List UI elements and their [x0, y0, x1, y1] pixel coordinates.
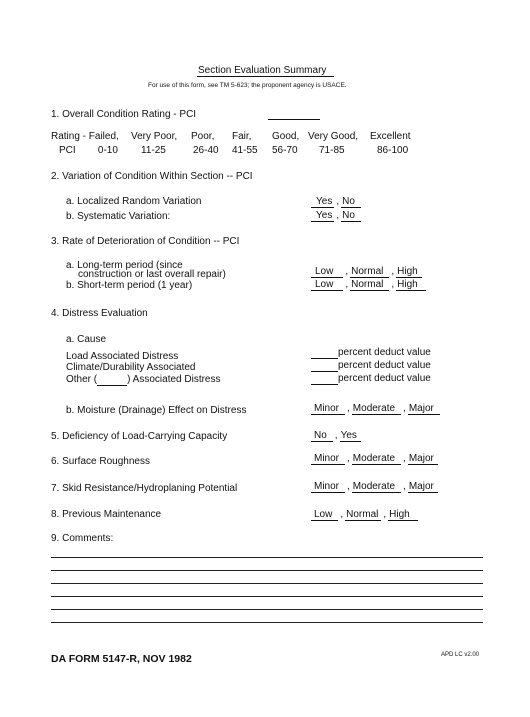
s2b-label: b. Systematic Variation:: [66, 211, 171, 222]
s3a-normal-option[interactable]: Normal: [350, 266, 389, 278]
s5-no-option[interactable]: No: [311, 430, 333, 442]
s3b-normal-option[interactable]: Normal: [350, 279, 389, 291]
s2b-no-option[interactable]: No: [341, 210, 361, 222]
load-deduct-row: percent deduct value: [311, 347, 431, 359]
s4b-label: b. Moisture (Drainage) Effect on Distress: [66, 405, 247, 416]
s5-yes-option[interactable]: Yes: [340, 430, 361, 442]
s8-options[interactable]: Low , Normal , High: [311, 509, 418, 520]
s7-major-option[interactable]: Major: [408, 481, 438, 493]
rating-col-excellent: Excellent: [370, 131, 411, 142]
s5-label: 5. Deficiency of Load-Carrying Capacity: [51, 431, 228, 442]
s3a-high-option[interactable]: High: [396, 266, 422, 278]
s7-options[interactable]: Minor , Moderate , Major: [311, 481, 438, 492]
load-distress-label: Load Associated Distress: [66, 351, 179, 362]
rating-col-poor: Poor,: [191, 131, 215, 142]
comment-line-6[interactable]: [51, 622, 483, 623]
rating-range-fair: 41-55: [232, 145, 258, 156]
s8-high-option[interactable]: High: [388, 509, 418, 521]
climate-deduct-field[interactable]: [311, 360, 338, 372]
s3a-label-line2: construction or last overall repair): [78, 269, 226, 280]
s8-low-option[interactable]: Low: [311, 509, 338, 521]
rating-range-poor: 26-40: [193, 145, 219, 156]
comment-line-1[interactable]: [51, 557, 483, 558]
pci-rating-field[interactable]: [268, 119, 320, 120]
s3b-high-option[interactable]: High: [396, 279, 426, 291]
s3a-low-option[interactable]: Low: [311, 266, 343, 278]
comment-line-5[interactable]: [51, 609, 483, 610]
s6-moderate-option[interactable]: Moderate: [352, 453, 401, 465]
s3a-label-line1: a. Long-term period (since: [66, 260, 183, 271]
other-cause-field[interactable]: [97, 374, 127, 386]
comment-line-4[interactable]: [51, 596, 483, 597]
s6-options[interactable]: Minor , Moderate , Major: [311, 453, 438, 464]
rating-range-very-good: 71-85: [319, 145, 345, 156]
s3b-low-option[interactable]: Low: [311, 279, 343, 291]
s6-major-option[interactable]: Major: [408, 453, 438, 465]
other-deduct-field[interactable]: [311, 373, 338, 385]
s2b-options[interactable]: Yes , No: [311, 210, 361, 221]
climate-deduct-row: percent deduct value: [311, 360, 431, 372]
rating-range-very-poor: 11-25: [141, 145, 166, 156]
s3b-options[interactable]: Low , Normal , High: [311, 279, 426, 290]
rating-col-failed: Rating - Failed,: [51, 131, 119, 142]
form-title: Section Evaluation Summary: [197, 65, 334, 76]
s7-minor-option[interactable]: Minor: [311, 481, 345, 493]
comment-line-3[interactable]: [51, 583, 483, 584]
rating-col-fair: Fair,: [232, 131, 252, 142]
version-label: APD LC v2.00: [441, 652, 480, 658]
s8-label: 8. Previous Maintenance: [51, 509, 162, 520]
s6-label: 6. Surface Roughness: [51, 456, 150, 467]
rating-range-excellent: 86-100: [377, 145, 409, 156]
rating-col-good: Good,: [272, 131, 300, 142]
s4-label: 4. Distress Evaluation: [51, 308, 148, 319]
s7-label: 7. Skid Resistance/Hydroplaning Potential: [51, 483, 238, 494]
s4b-moderate-option[interactable]: Moderate: [352, 403, 401, 415]
s4a-label: a. Cause: [66, 334, 107, 345]
form-subtitle: For use of this form, see TM 5-623; the proponent agency is USACE.: [148, 82, 347, 89]
s4b-major-option[interactable]: Major: [408, 403, 440, 415]
s7-moderate-option[interactable]: Moderate: [352, 481, 401, 493]
s6-minor-option[interactable]: Minor: [311, 453, 345, 465]
form-number: DA FORM 5147-R, NOV 1982: [51, 653, 192, 665]
s1-label: 1. Overall Condition Rating - PCI: [51, 109, 197, 120]
s4b-minor-option[interactable]: Minor: [311, 403, 345, 415]
other-distress-label: Other ( ) Associated Distress: [66, 374, 221, 385]
rating-col-very-good: Very Good,: [308, 131, 359, 142]
comment-line-2[interactable]: [51, 570, 483, 571]
rating-range-good: 56-70: [272, 145, 298, 156]
other-deduct-row: percent deduct value: [311, 373, 431, 385]
s3-label: 3. Rate of Deterioration of Condition -- PCI: [51, 236, 240, 247]
s2b-yes-option[interactable]: Yes: [311, 210, 334, 222]
s2a-yes-option[interactable]: Yes: [311, 196, 334, 208]
s3b-label: b. Short-term period (1 year): [66, 280, 193, 291]
s8-normal-option[interactable]: Normal: [345, 509, 381, 521]
climate-distress-label: Climate/Durability Associated: [66, 362, 196, 373]
rating-col-very-poor: Very Poor,: [131, 131, 178, 142]
s2a-options[interactable]: Yes , No: [311, 196, 361, 207]
s2-label: 2. Variation of Condition Within Section -- PCI: [51, 171, 253, 182]
s9-label: 9. Comments:: [51, 533, 114, 544]
rating-range-failed: PCI 0-10: [59, 145, 118, 156]
s3a-options[interactable]: Low , Normal , High: [311, 266, 422, 277]
s4b-options[interactable]: Minor , Moderate , Major: [311, 403, 440, 414]
s2a-no-option[interactable]: No: [341, 196, 361, 208]
s5-options[interactable]: No , Yes: [311, 430, 361, 441]
s2a-label: a. Localized Random Variation: [66, 196, 202, 207]
load-deduct-field[interactable]: [311, 347, 338, 359]
